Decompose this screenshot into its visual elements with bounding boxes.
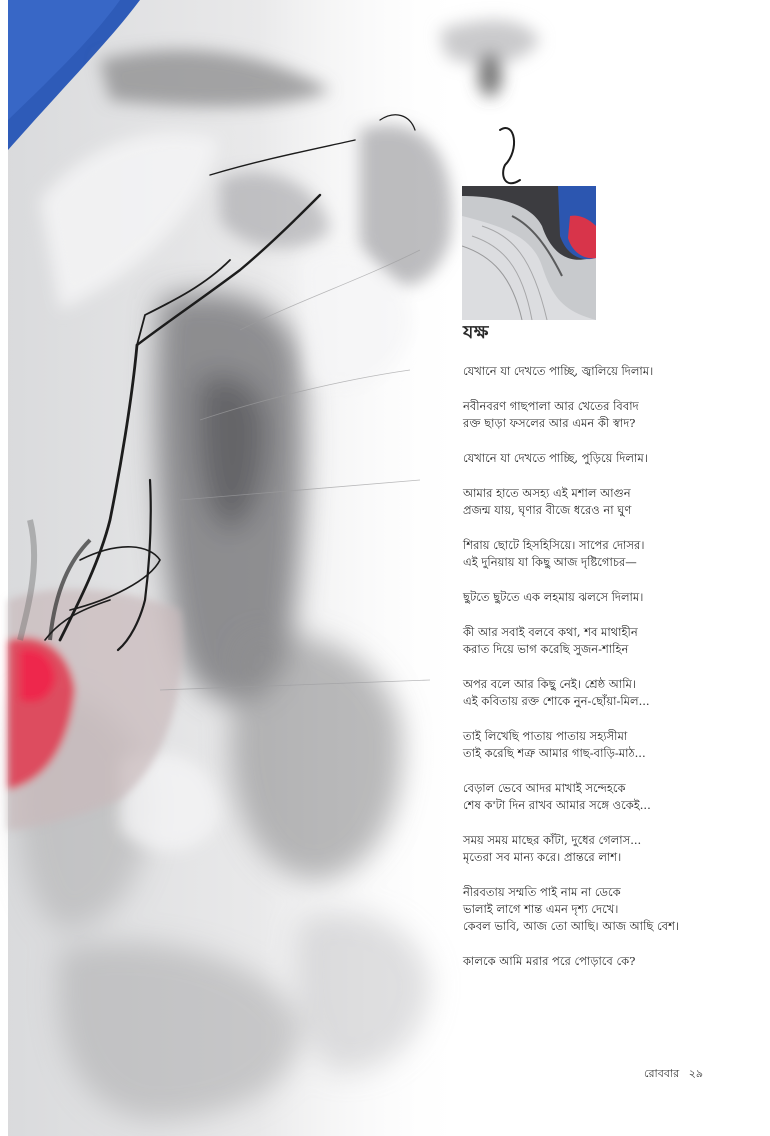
poem-stanza [463, 832, 753, 866]
poem-line: করাত দিয়ে ভাগ করেছি সুজন-শাহিন [463, 642, 629, 656]
poem-line: শিরায় ছোটে হিসহিসিয়ে। সাপের দোসর। [463, 538, 645, 552]
poem-line: শেষ ক'টা দিন রাখব আমার সঙ্গে ওকেই... [463, 798, 651, 812]
poem-line: নবীনবরণ গাছপালা আর খেতের বিবাদ [463, 399, 639, 413]
poem-stanza [463, 728, 753, 762]
poem-line: নীরবতায় সম্মতি পাই নাম না ডেকে [463, 885, 621, 899]
poem-line: তাই করেছি শত্রু আমার গাছ-বাড়ি-মাঠ... [463, 746, 646, 760]
poem [463, 318, 753, 988]
poem-line: ভালাই লাগে শান্ত এমন দৃশ্য দেখে। [463, 902, 619, 916]
poem-stanza [463, 485, 753, 519]
poem-line: এই দুনিয়ায় যা কিছু আজ দৃষ্টিগোচর— [463, 555, 637, 569]
poem-line: তাই লিখেছি পাতায় পাতায় সহ্যসীমা [463, 729, 628, 743]
poem-line: কালকে আমি মরার পরে পোড়াবে কে? [463, 954, 636, 968]
poem-title: যক্ষ [463, 322, 489, 343]
poem-stanzas [463, 363, 753, 970]
poem-line: যেখানে যা দেখতে পাচ্ছি, পুড়িয়ে দিলাম। [463, 451, 648, 465]
poem-line: কী আর সবাই বলবে কথা, শব মাথাহীন [463, 625, 638, 639]
poem-line: বেড়াল ভেবে আদর মাখাই সন্দেহকে [463, 781, 626, 795]
page-number: ২৯ [688, 1067, 703, 1080]
poem-stanza [463, 624, 753, 658]
poem-stanza [463, 589, 753, 606]
poem-stanza [463, 676, 753, 710]
poem-line: কেবল ভাবি, আজ তো আছি। আজ আছি বেশ। [463, 919, 679, 933]
poem-line: প্রজন্ম যায়, ঘৃণার বীজে ধরেও না ঘুণ [463, 503, 632, 517]
poem-line: আমার হাতে অসহ্য এই মশাল আগুন [463, 486, 631, 500]
poem-stanza [463, 450, 753, 467]
poem-stanza [463, 537, 753, 571]
poem-line: ছুটতে ছুটতে এক লহমায় ঝলসে দিলাম। [463, 590, 644, 604]
poem-stanza [463, 953, 753, 970]
poem-line: যেখানে যা দেখতে পাচ্ছি, জ্বালিয়ে দিলাম। [463, 364, 654, 378]
poem-line: রক্ত ছাড়া ফসলের আর এমন কী স্বাদ? [463, 416, 636, 430]
inset-artwork [462, 186, 596, 320]
poem-line: মৃতেরা সব মান্য করে। প্রান্তরে লাশ। [463, 850, 622, 864]
poem-line: অপর বলে আর কিছু নেই। শ্রেষ্ঠ আমি। [463, 677, 637, 691]
poem-stanza [463, 398, 753, 432]
poem-stanza [463, 363, 753, 380]
magazine-name: রোববার [644, 1067, 680, 1080]
poem-stanza [463, 780, 753, 814]
page-footer [644, 1065, 709, 1084]
poem-stanza [463, 884, 753, 935]
poem-line: এই কবিতায় রক্ত শোকে নুন-ছোঁয়া-মিল... [463, 694, 650, 708]
poem-line: সময় সময় মাছের কাঁটা, দুধের গেলাস... [463, 833, 642, 847]
